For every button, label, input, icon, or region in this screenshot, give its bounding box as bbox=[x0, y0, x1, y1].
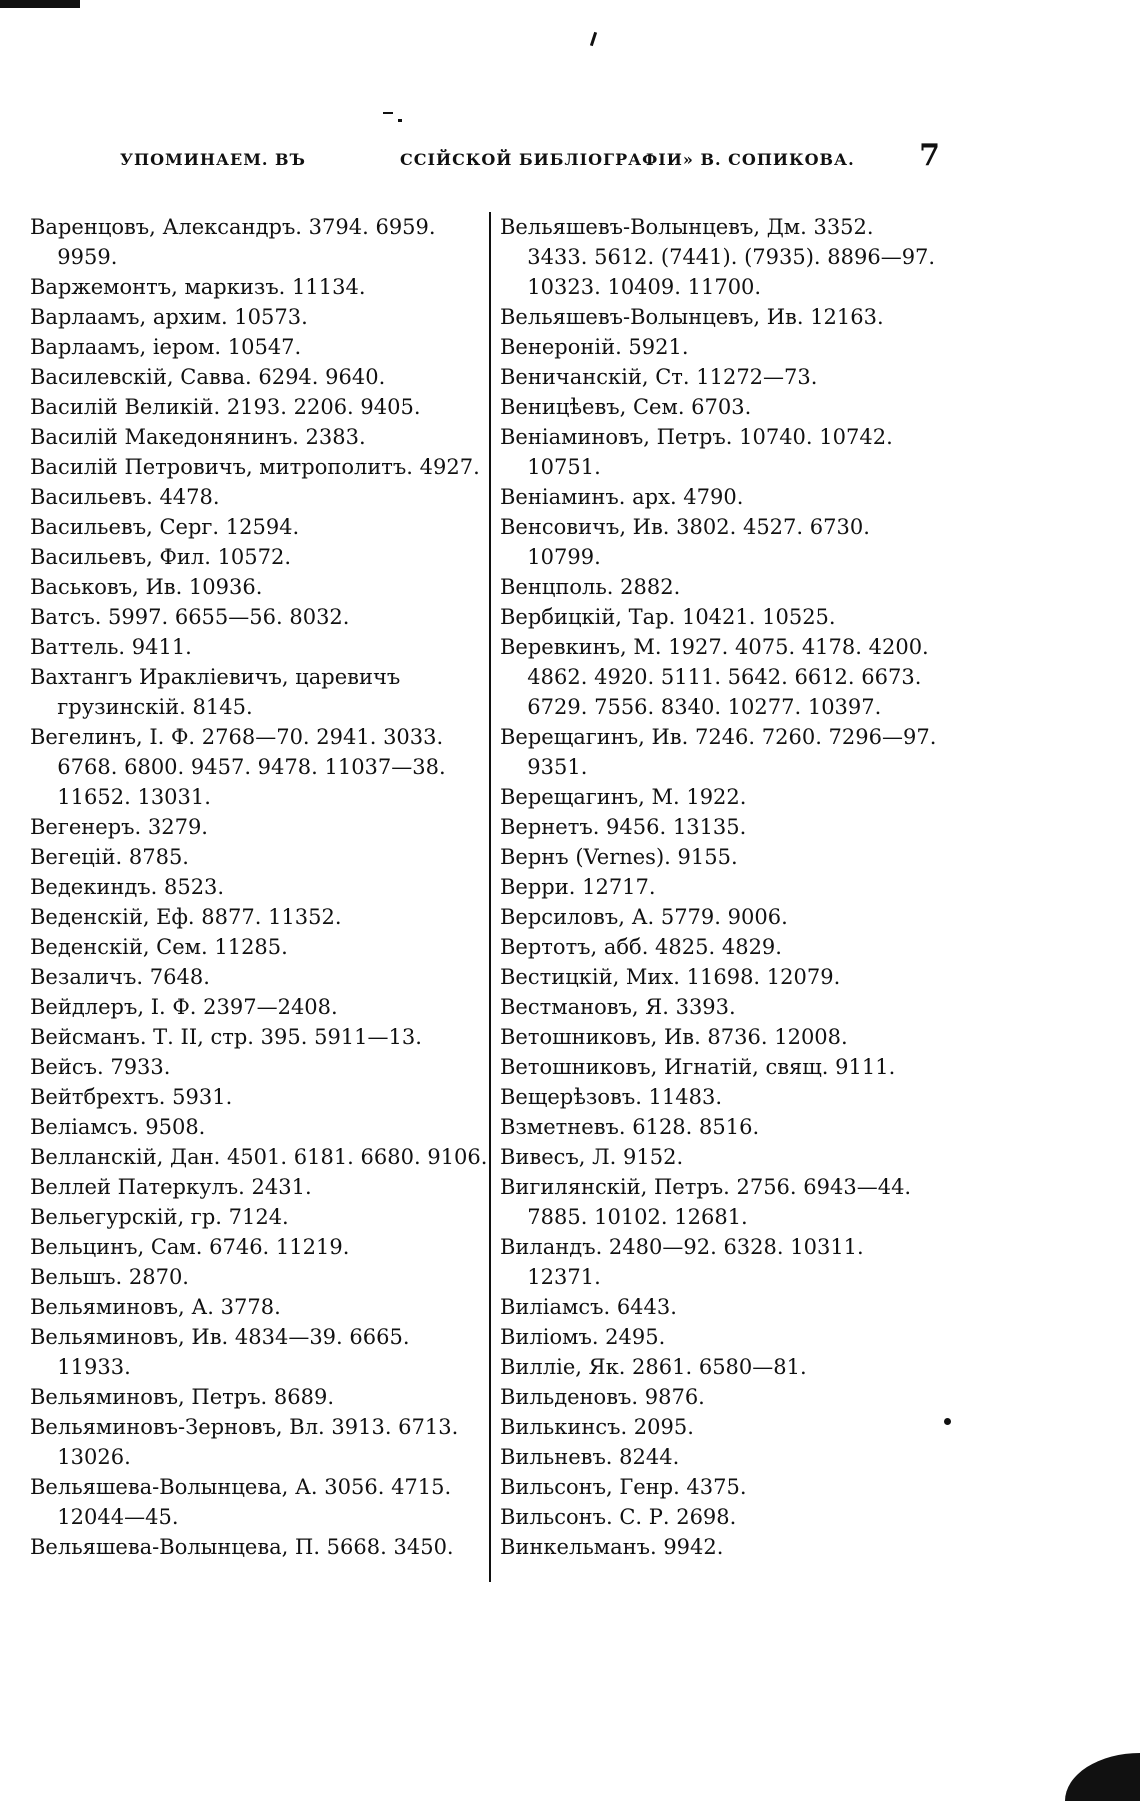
index-entry: Вегелинъ, І. Ф. 2768—70. 2941. 3033. 6768. 6800. 9457. 9478. 11037—38. 11652. 13031. bbox=[30, 725, 446, 809]
index-entry: Веліамсъ. 9508. bbox=[30, 1115, 206, 1139]
index-entry: Версиловъ, А. 5779. 9006. bbox=[500, 905, 788, 929]
index-entry: Вестицкій, Мих. 11698. 12079. bbox=[500, 965, 841, 989]
index-entry: Васильевъ, Фил. 10572. bbox=[30, 545, 292, 569]
index-entry: Васильевъ, Серг. 12594. bbox=[30, 515, 300, 539]
index-entry: Вегенеръ. 3279. bbox=[30, 815, 208, 839]
index-entry: Вернъ (Vernes). 9155. bbox=[500, 845, 738, 869]
index-entry: Веничанскій, Ст. 11272—73. bbox=[500, 365, 818, 389]
index-entry: Верещагинъ, М. 1922. bbox=[500, 785, 747, 809]
index-entry: Вельшъ. 2870. bbox=[30, 1265, 189, 1289]
index-entry: Вельяшева-Волынцева, П. 5668. 3450. bbox=[30, 1535, 454, 1559]
index-entry: Верри. 12717. bbox=[500, 875, 656, 899]
index-entry: Вильсонъ. С. Р. 2698. bbox=[500, 1505, 737, 1529]
index-entry: Ваттель. 9411. bbox=[30, 635, 192, 659]
index-entry: Вельегурскій, гр. 7124. bbox=[30, 1205, 289, 1229]
index-entry: Везаличъ. 7648. bbox=[30, 965, 210, 989]
index-entry: Верещагинъ, Ив. 7246. 7260. 7296—97. 9351. bbox=[500, 725, 937, 779]
index-entry: Вейтбрехтъ. 5931. bbox=[30, 1085, 233, 1109]
page-number: 7 bbox=[919, 138, 940, 173]
index-entry: Веніаминовъ, Петръ. 10740. 10742. 10751. bbox=[500, 425, 893, 479]
index-entry: Вернетъ. 9456. 13135. bbox=[500, 815, 747, 839]
index-entry: Венцполь. 2882. bbox=[500, 575, 681, 599]
index-entry: Венероній. 5921. bbox=[500, 335, 689, 359]
index-column-left bbox=[30, 212, 488, 1562]
index-entry: Василій Великій. 2193. 2206. 9405. bbox=[30, 395, 421, 419]
index-entry: Вильсонъ, Генр. 4375. bbox=[500, 1475, 747, 1499]
ink-speck bbox=[944, 1418, 951, 1425]
index-entry: Василевскій, Савва. 6294. 9640. bbox=[30, 365, 386, 389]
index-entry: Варжемонтъ, маркизъ. 11134. bbox=[30, 275, 366, 299]
index-entry: Вельяминовъ, А. 3778. bbox=[30, 1295, 281, 1319]
index-entry: Венсовичъ, Ив. 3802. 4527. 6730. 10799. bbox=[500, 515, 870, 569]
index-entry: Ведекиндъ. 8523. bbox=[30, 875, 225, 899]
index-entry: Вильневъ. 8244. bbox=[500, 1445, 680, 1469]
index-entry: Васильевъ. 4478. bbox=[30, 485, 220, 509]
ink-speck bbox=[398, 119, 402, 122]
index-entry: Виландъ. 2480—92. 6328. 10311. 12371. bbox=[500, 1235, 864, 1289]
index-entry: Василій Македонянинъ. 2383. bbox=[30, 425, 366, 449]
index-entry: Велланскій, Дан. 4501. 6181. 6680. 9106. bbox=[30, 1145, 488, 1169]
index-entry: Варлаамъ, іером. 10547. bbox=[30, 335, 302, 359]
index-entry: Вельяшевъ-Волынцевъ, Дм. 3352. 3433. 5612. (7441). (7935). 8896—97. 10323. 10409. 11700. bbox=[500, 215, 936, 299]
index-entry: Вельяминовъ, Ив. 4834—39. 6665. 11933. bbox=[30, 1325, 410, 1379]
index-entry: Виліамсъ. 6443. bbox=[500, 1295, 677, 1319]
index-entry: Веницѣевъ, Сем. 6703. bbox=[500, 395, 752, 419]
index-entry: Васьковъ, Ив. 10936. bbox=[30, 575, 263, 599]
index-entry: Веденскій, Еф. 8877. 11352. bbox=[30, 905, 342, 929]
index-entry: Веллей Патеркулъ. 2431. bbox=[30, 1175, 312, 1199]
index-entry: Веніаминъ. арх. 4790. bbox=[500, 485, 744, 509]
index-entry: Ветошниковъ, Игнатій, свящ. 9111. bbox=[500, 1055, 896, 1079]
index-entry: Вильденовъ. 9876. bbox=[500, 1385, 705, 1409]
index-entry: Варлаамъ, архим. 10573. bbox=[30, 305, 308, 329]
index-entry: Вещерѣзовъ. 11483. bbox=[500, 1085, 723, 1109]
index-entry: Ватсъ. 5997. 6655—56. 8032. bbox=[30, 605, 350, 629]
index-entry: Вивесъ, Л. 9152. bbox=[500, 1145, 684, 1169]
index-entry: Вельцинъ, Сам. 6746. 11219. bbox=[30, 1235, 350, 1259]
index-entry: Веденскій, Сем. 11285. bbox=[30, 935, 288, 959]
index-entry: Василій Петровичъ, митрополитъ. 4927. bbox=[30, 455, 480, 479]
index-entry: Ветошниковъ, Ив. 8736. 12008. bbox=[500, 1025, 848, 1049]
ink-speck bbox=[383, 112, 393, 114]
index-entry: Виліомъ. 2495. bbox=[500, 1325, 666, 1349]
index-entry: Вестмановъ, Я. 3393. bbox=[500, 995, 736, 1019]
index-entry: Взметневъ. 6128. 8516. bbox=[500, 1115, 760, 1139]
running-head bbox=[120, 138, 940, 178]
index-entry: Веревкинъ, М. 1927. 4075. 4178. 4200. 4862. 4920. 5111. 5642. 6612. 6673. 6729. 7556. 8340. 10277. 10397. bbox=[500, 635, 929, 719]
index-column-right bbox=[500, 212, 938, 1562]
index-entry: Вейдлеръ, І. Ф. 2397—2408. bbox=[30, 995, 338, 1019]
corner-ink-blot bbox=[1065, 1753, 1140, 1801]
index-entry: Вигилянскій, Петръ. 2756. 6943—44. 7885. 10102. 12681. bbox=[500, 1175, 912, 1229]
index-entry: Варенцовъ, Александръ. 3794. 6959. 9959. bbox=[30, 215, 436, 269]
index-entry: Вилькинсъ. 2095. bbox=[500, 1415, 694, 1439]
index-entry: Вельяминовъ, Петръ. 8689. bbox=[30, 1385, 335, 1409]
running-head-left: УПОМИНАЕМ. ВЪ bbox=[120, 150, 306, 169]
index-entry: Вертотъ, абб. 4825. 4829. bbox=[500, 935, 782, 959]
running-head-right: ССІЙСКОЙ БИБЛІОГРАФІИ» В. СОПИКОВА. bbox=[400, 150, 855, 169]
top-edge-ink bbox=[0, 0, 80, 8]
index-entry: Вегецій. 8785. bbox=[30, 845, 189, 869]
index-entry: Вейсъ. 7933. bbox=[30, 1055, 171, 1079]
index-entry: Вельяминовъ-Зерновъ, Вл. 3913. 6713. 13026. bbox=[30, 1415, 459, 1469]
index-entry: Вейсманъ. Т. II, стр. 395. 5911—13. bbox=[30, 1025, 422, 1049]
index-entry: Вербицкій, Тар. 10421. 10525. bbox=[500, 605, 836, 629]
index-entry: Вельяшева-Волынцева, А. 3056. 4715. 12044—45. bbox=[30, 1475, 452, 1529]
ink-speck bbox=[590, 32, 597, 46]
index-entry: Вахтангъ Иракліевичъ, царевичъ грузинскій. 8145. bbox=[30, 665, 401, 719]
index-entry: Виллie, Як. 2861. 6580—81. bbox=[500, 1355, 807, 1379]
index-entry: Вельяшевъ-Волынцевъ, Ив. 12163. bbox=[500, 305, 884, 329]
index-entry: Винкельманъ. 9942. bbox=[500, 1535, 724, 1559]
column-divider bbox=[489, 212, 491, 1582]
